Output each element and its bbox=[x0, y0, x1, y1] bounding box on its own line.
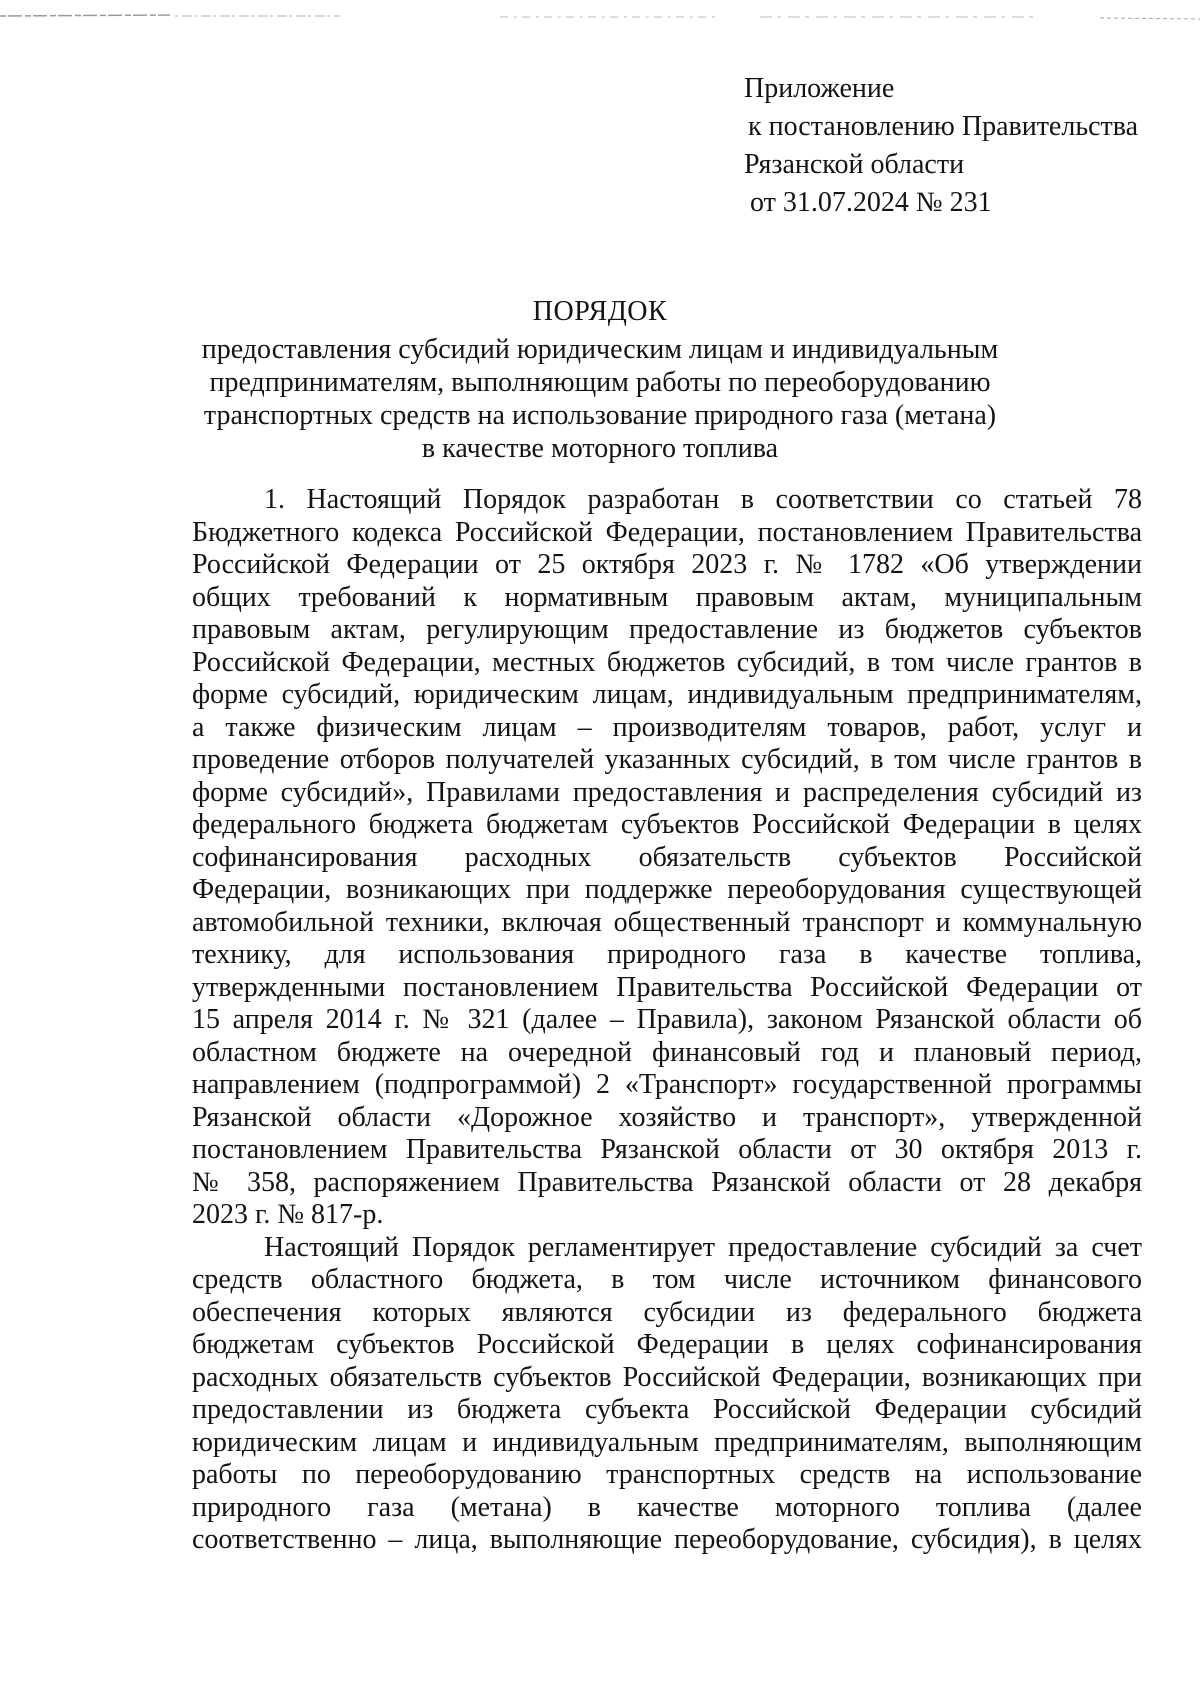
appendix-line-2: к постановлению Правительства bbox=[748, 111, 1139, 142]
text-line: правовым актам, регулирующим предоставление из бюджетов субъектов bbox=[192, 614, 1142, 645]
text-line: Бюджетного кодекса Российской Федерации, постановлением Правительства bbox=[192, 516, 1142, 548]
text-line: технику, для использования природного газа в качестве топлива, bbox=[192, 939, 1142, 970]
text-line: Рязанской области «Дорожное хозяйство и транспорт», утвержденной bbox=[192, 1101, 1142, 1133]
scan-edge-noise bbox=[0, 10, 1200, 24]
text-line: а также физическим лицам – производителям товаров, работ, услуг и bbox=[192, 711, 1142, 743]
text-line: проведение отборов получателей указанных субсидий, в том числе грантов в bbox=[192, 744, 1142, 775]
paragraph-2 bbox=[192, 1232, 1142, 1557]
text-line: федерального бюджета бюджетам субъектов Российской Федерации в целях bbox=[192, 809, 1142, 840]
text-line: софинансирования расходных обязательств субъектов Российской bbox=[192, 841, 1142, 873]
text-line: утвержденными постановлением Правительства Российской Федерации от bbox=[192, 971, 1142, 1003]
text-line: 1. Настоящий Порядок разработан в соответствии со статьей 78 bbox=[264, 484, 1142, 515]
text-line: расходных обязательств субъектов Российской Федерации, возникающих при bbox=[192, 1361, 1142, 1393]
appendix-block bbox=[744, 70, 1138, 222]
text-line: бюджетам субъектов Российской Федерации в целях софинансирования bbox=[192, 1329, 1142, 1360]
subtitle-line: транспортных средств на использование природного газа (метана) bbox=[203, 400, 997, 431]
appendix-line-4: от 31.07.2024 № 231 bbox=[750, 187, 992, 218]
text-line: областном бюджете на очередной финансовый год и плановый период, bbox=[192, 1036, 1142, 1068]
subtitle-line: в качестве моторного топлива bbox=[421, 433, 779, 464]
text-line: 2023 г. № 817-р. bbox=[192, 1199, 384, 1230]
document-subtitle bbox=[0, 333, 1200, 465]
subtitle-line: предпринимателям, выполняющим работы по переоборудованию bbox=[209, 367, 991, 398]
text-line: автомобильной техники, включая общественный транспорт и коммунальную bbox=[192, 906, 1142, 938]
text-line: форме субсидий», Правилами предоставления и распределения субсидий из bbox=[192, 776, 1142, 808]
text-line: обеспечения которых являются субсидии из федерального бюджета bbox=[192, 1296, 1142, 1328]
appendix-line-3: Рязанской области bbox=[744, 149, 965, 180]
text-line: общих требований к нормативным правовым актам, муниципальным bbox=[192, 581, 1142, 613]
text-line: средств областного бюджета, в том числе источником финансового bbox=[192, 1264, 1142, 1295]
paragraph-1 bbox=[192, 484, 1142, 1232]
subtitle-line: предоставления субсидий юридическим лицам и индивидуальным bbox=[201, 334, 999, 365]
appendix-line-1: Приложение bbox=[744, 73, 895, 104]
text-line: Настоящий Порядок регламентирует предоставление субсидий за счет bbox=[264, 1231, 1142, 1263]
text-line: форме субсидий, юридическим лицам, индивидуальным предпринимателям, bbox=[192, 679, 1142, 710]
document-title: ПОРЯДОК bbox=[532, 296, 668, 327]
text-line: природного газа (метана) в качестве моторного топлива (далее bbox=[192, 1491, 1142, 1523]
text-line: Федерации, возникающих при поддержке переоборудования существующей bbox=[192, 874, 1142, 905]
text-line: предоставлении из бюджета субъекта Российской Федерации субсидий bbox=[192, 1394, 1142, 1425]
text-line: направлением (подпрограммой) 2 «Транспорт» государственной программы bbox=[192, 1069, 1142, 1100]
text-line: 15 апреля 2014 г. № 321 (далее – Правила), законом Рязанской области об bbox=[192, 1004, 1142, 1035]
text-line: Российской Федерации, местных бюджетов субсидий, в том числе грантов в bbox=[192, 646, 1142, 678]
text-line: соответственно – лица, выполняющие переоборудование, субсидия), в целях bbox=[192, 1524, 1142, 1555]
document-body bbox=[192, 484, 1142, 1557]
text-line: постановлением Правительства Рязанской области от 30 октября 2013 г. bbox=[192, 1134, 1142, 1165]
text-line: № 358, распоряжением Правительства Рязанской области от 28 декабря bbox=[192, 1166, 1142, 1198]
text-line: Российской Федерации от 25 октября 2023 г. № 1782 «Об утверждении bbox=[192, 549, 1142, 580]
text-line: юридическим лицам и индивидуальным предпринимателям, выполняющим bbox=[192, 1426, 1142, 1458]
text-line: работы по переоборудованию транспортных средств на использование bbox=[192, 1459, 1142, 1490]
